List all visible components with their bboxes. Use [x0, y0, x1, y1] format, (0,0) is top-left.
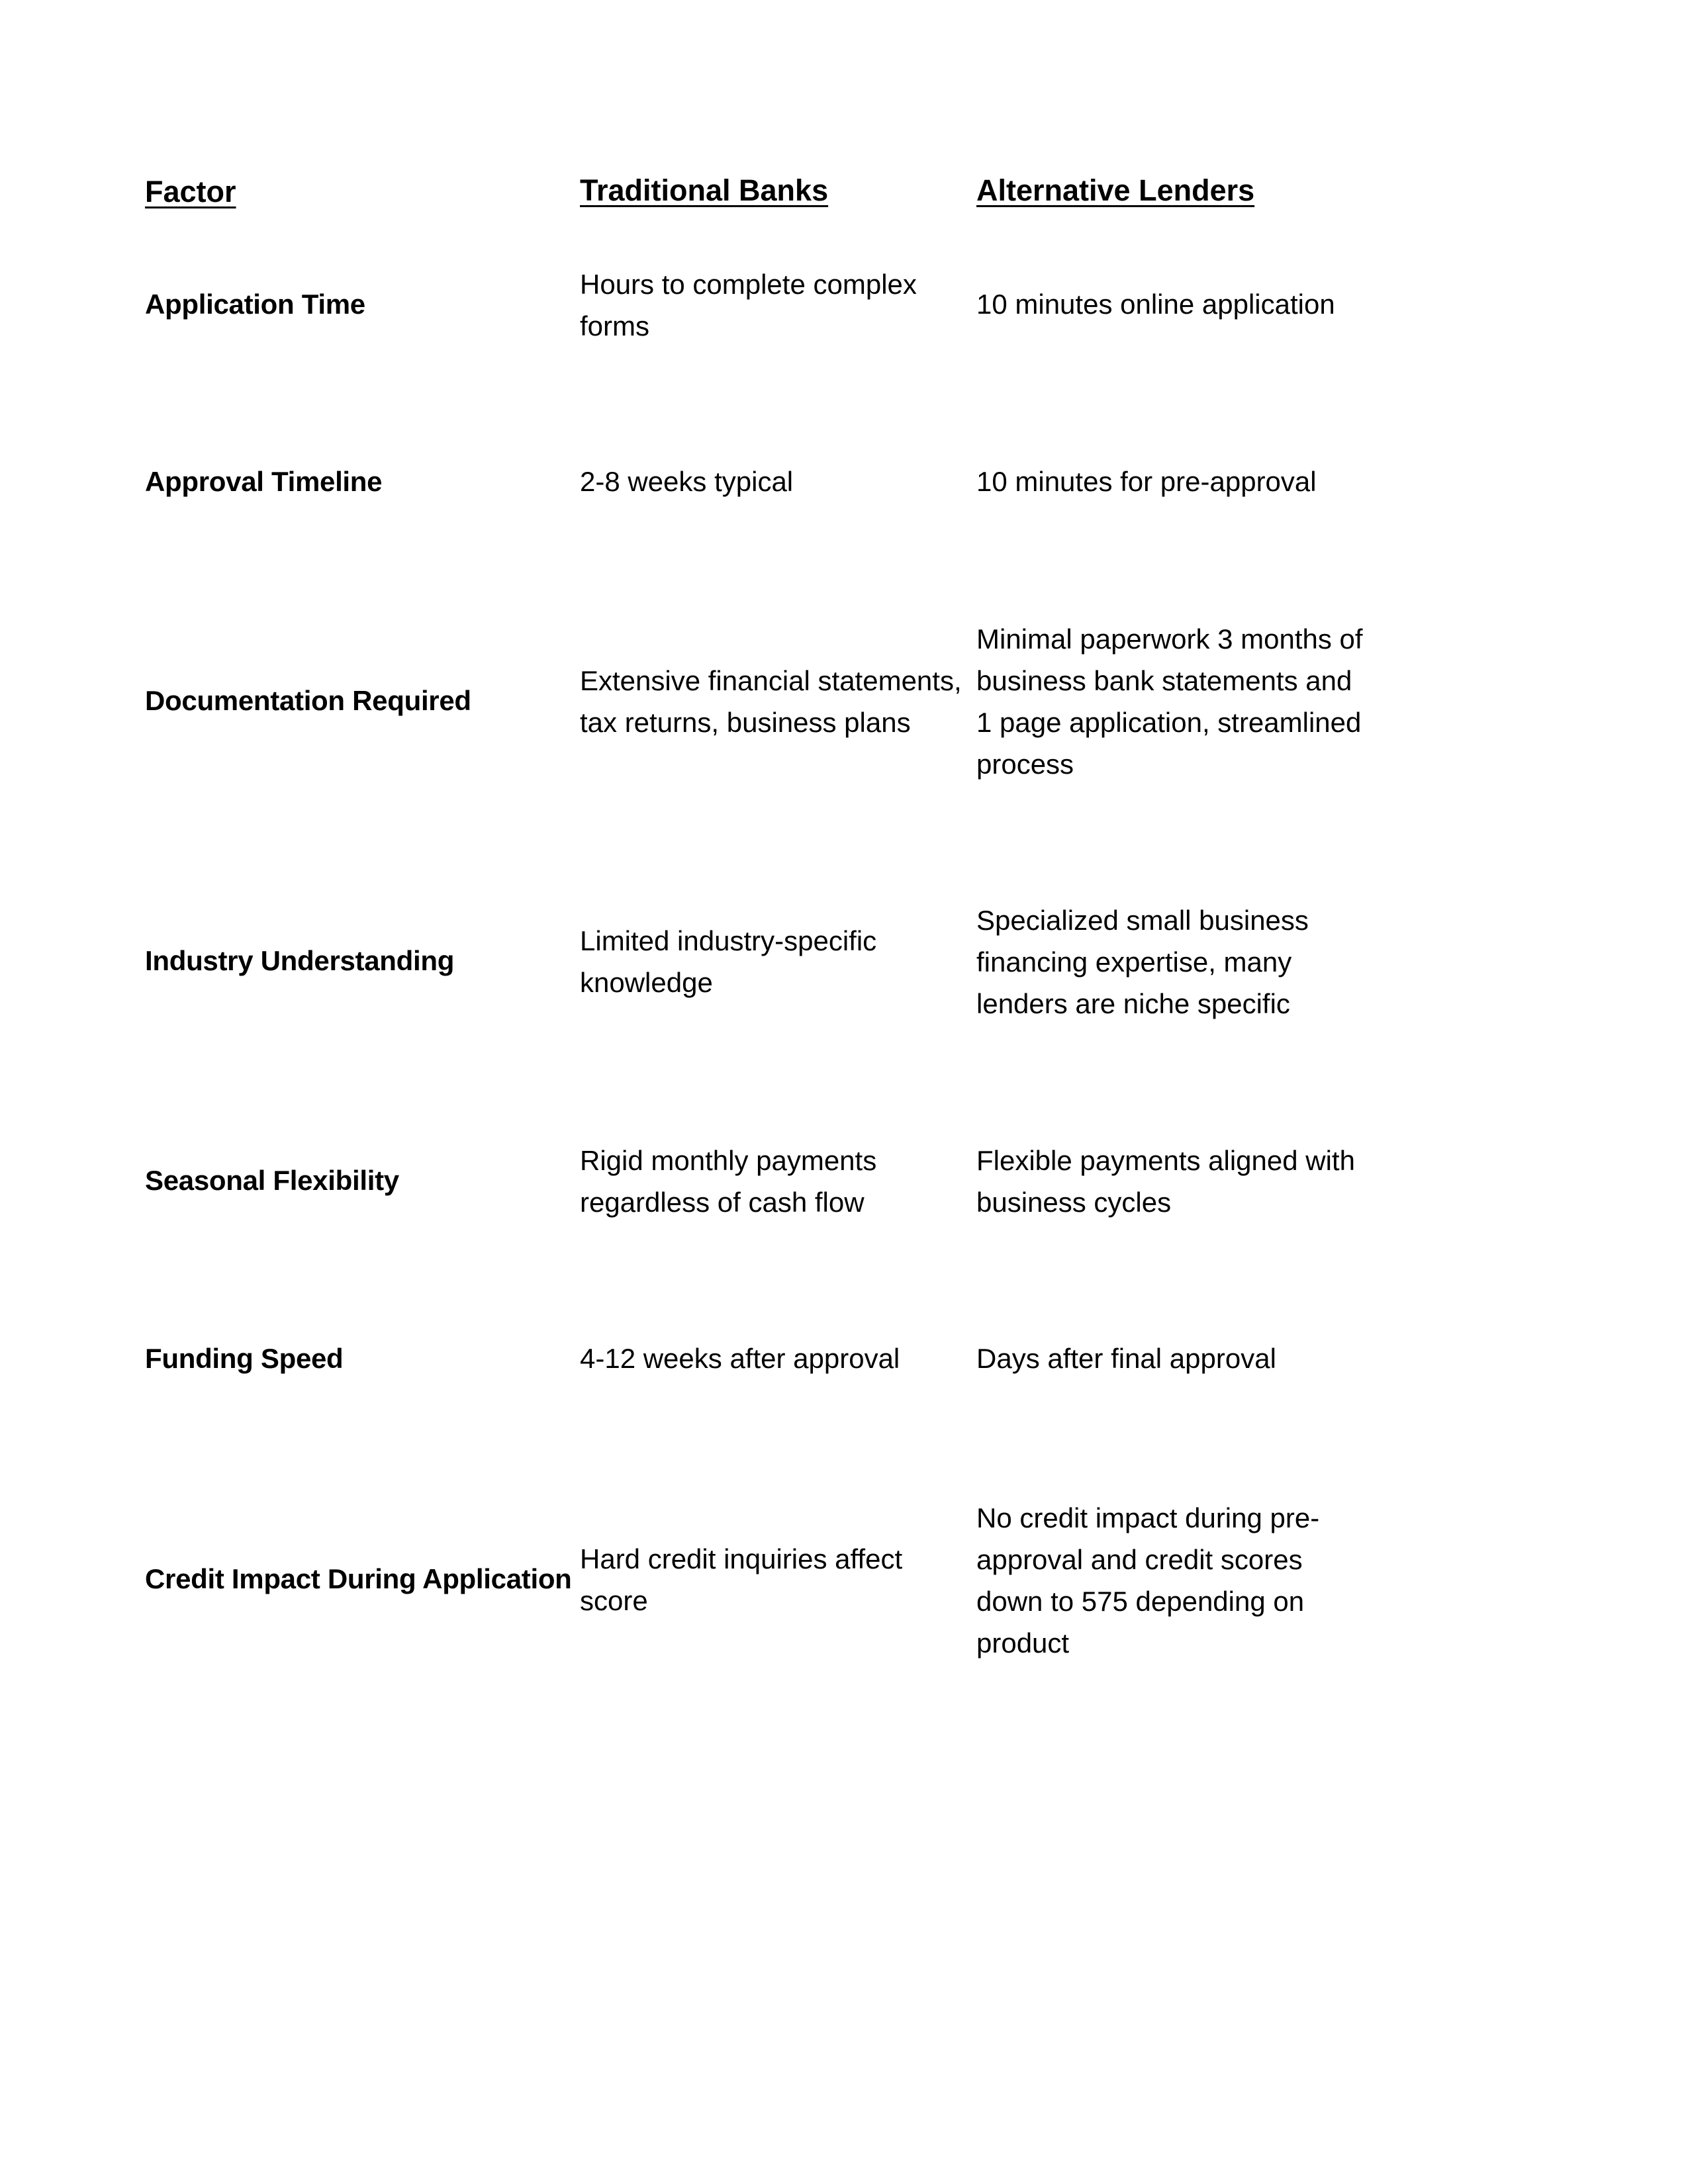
row-traditional-approval-timeline: 2-8 weeks typical	[580, 466, 794, 497]
row-factor-credit-impact: Credit Impact During Application	[145, 1563, 572, 1594]
header-factor: Factor	[145, 175, 236, 208]
row-alternative-seasonal-flexibility: Flexible payments aligned with business cycles	[976, 1145, 1355, 1218]
row-alternative-industry-understanding: Specialized small business financing expertise, many lenders are niche specific	[976, 905, 1309, 1019]
header-traditional-banks: Traditional Banks	[580, 173, 829, 207]
row-alternative-funding-speed: Days after final approval	[976, 1343, 1276, 1374]
row-alternative-approval-timeline: 10 minutes for pre-approval	[976, 466, 1317, 497]
row-factor-application-time: Application Time	[145, 289, 365, 320]
row-alternative-application-time: 10 minutes online application	[976, 289, 1335, 320]
row-factor-documentation-required: Documentation Required	[145, 685, 471, 716]
row-traditional-seasonal-flexibility: Rigid monthly payments regardless of cash flow	[580, 1145, 877, 1218]
header-alternative-lenders: Alternative Lenders	[976, 173, 1255, 207]
row-traditional-documentation-required: Extensive financial statements, tax returns, business plans	[580, 665, 962, 738]
row-factor-seasonal-flexibility: Seasonal Flexibility	[145, 1165, 399, 1196]
row-traditional-application-time: Hours to complete complex forms	[580, 269, 917, 341]
row-factor-industry-understanding: Industry Understanding	[145, 945, 455, 976]
row-traditional-funding-speed: 4-12 weeks after approval	[580, 1343, 900, 1374]
row-traditional-credit-impact: Hard credit inquiries affect score	[580, 1543, 903, 1616]
row-traditional-industry-understanding: Limited industry-specific knowledge	[580, 925, 877, 998]
row-alternative-documentation-required: Minimal paperwork 3 months of business bank statements and 1 page application, streamlined process	[976, 623, 1363, 780]
row-factor-funding-speed: Funding Speed	[145, 1343, 344, 1374]
row-alternative-credit-impact: No credit impact during pre-approval and credit scores down to 575 depending on product	[976, 1502, 1320, 1659]
row-factor-approval-timeline: Approval Timeline	[145, 466, 383, 497]
